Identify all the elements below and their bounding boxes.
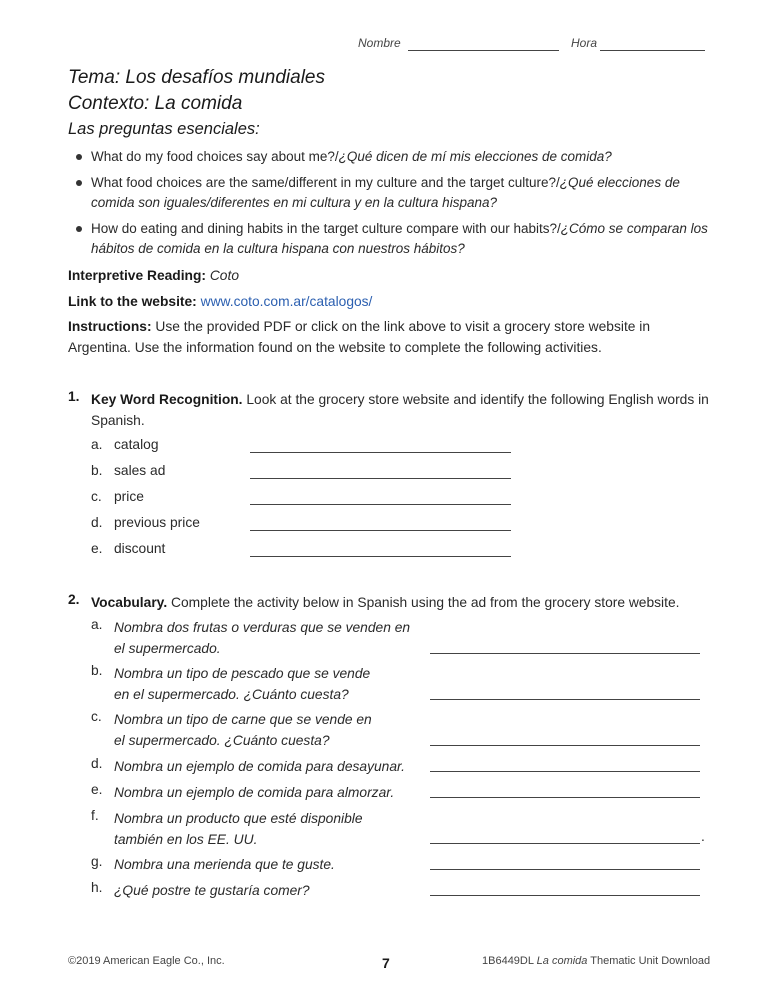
item-prompt: Nombra un tipo de pescado que se vende en el supermercado. ¿Cuánto cuesta? <box>114 666 371 702</box>
context-title: Contexto: La comida <box>68 93 243 114</box>
essential-questions-heading: Las preguntas esenciales: <box>68 120 260 138</box>
item-word: catalog <box>114 437 159 452</box>
answer-line[interactable] <box>430 797 700 798</box>
section-1-prompt: Key Word Recognition. Look at the grocery store website and identify the following English words in Spanish. <box>91 392 709 428</box>
essential-question-3: How do eating and dining habits in the target culture compare with our habits?/¿Cómo se comparan los hábitos de comida en la cultura hispana con nuestros hábitos? <box>91 221 708 256</box>
page-title: Tema: Los desafíos mundiales <box>68 67 326 88</box>
section-2-prompt: Vocabulary. Complete the activity below in Spanish using the ad from the grocery store website. <box>91 595 680 610</box>
item-prompt: Nombra un producto que esté disponible también en los EE. UU. <box>114 811 363 847</box>
answer-line[interactable] <box>430 771 700 772</box>
item-prompt: Nombra una merienda que te guste. <box>114 857 335 872</box>
item-prompt: Nombra dos frutas o verduras que se venden en el supermercado. <box>114 620 411 656</box>
answer-line[interactable] <box>250 504 511 505</box>
interpretive-reading: Interpretive Reading: Coto <box>68 268 239 283</box>
instructions: Instructions: Use the provided PDF or click on the link above to visit a grocery store website in Argentina. Use the information found on the website to complete the following activities. <box>68 319 651 355</box>
item-letter: d. <box>91 515 103 530</box>
footer-unit: 1B6449DL La comida Thematic Unit Download <box>482 955 711 967</box>
essential-question-1: What do my food choices say about me?/¿Qué dicen de mí mis elecciones de comida? <box>91 149 612 164</box>
answer-line[interactable] <box>430 869 700 870</box>
item-letter: c. <box>91 709 102 724</box>
item-prompt: ¿Qué postre te gustaría comer? <box>114 883 310 898</box>
item-prompt: Nombra un ejemplo de comida para almorzar. <box>114 785 395 800</box>
answer-line[interactable] <box>250 530 511 531</box>
bullet-icon <box>76 180 82 186</box>
footer-copyright: ©2019 American Eagle Co., Inc. <box>68 955 225 967</box>
essential-question-2: What food choices are the same/different in my culture and the target culture?/¿Qué elecciones de comida son iguales/diferentes en mi cultura y en la cultura hispana? <box>91 175 680 210</box>
item-prompt: Nombra un tipo de carne que se vende en el supermercado. ¿Cuánto cuesta? <box>114 712 372 748</box>
answer-line[interactable] <box>250 452 511 453</box>
bullet-icon <box>76 226 82 232</box>
name-label: Nombre <box>358 36 401 50</box>
item-letter: c. <box>91 489 102 504</box>
item-letter: f. <box>91 808 99 823</box>
item-letter: a. <box>91 617 103 632</box>
item-letter: e. <box>91 541 103 556</box>
item-letter: b. <box>91 663 103 678</box>
item-word: previous price <box>114 515 200 530</box>
answer-line[interactable] <box>430 843 700 844</box>
answer-line[interactable] <box>430 699 700 700</box>
page-number: 7 <box>382 955 390 971</box>
answer-line[interactable] <box>430 895 700 896</box>
bullet-icon <box>76 154 82 160</box>
section-1-number: 1. <box>68 389 80 404</box>
item-letter: h. <box>91 880 103 895</box>
hora-field[interactable] <box>600 50 705 51</box>
answer-line[interactable] <box>430 745 700 746</box>
item-word: sales ad <box>114 463 166 478</box>
item-letter: a. <box>91 437 103 452</box>
trailing-period: . <box>701 829 705 844</box>
answer-line[interactable] <box>250 478 511 479</box>
item-word: price <box>114 489 144 504</box>
website-link-row: Link to the website: www.coto.com.ar/catalogos/ <box>68 294 373 309</box>
item-letter: e. <box>91 782 103 797</box>
answer-line[interactable] <box>250 556 511 557</box>
website-link[interactable]: www.coto.com.ar/catalogos/ <box>200 294 373 309</box>
item-prompt: Nombra un ejemplo de comida para desayunar. <box>114 759 405 774</box>
item-word: discount <box>114 541 166 556</box>
name-field[interactable] <box>408 50 559 51</box>
item-letter: g. <box>91 854 103 869</box>
hora-label: Hora <box>571 36 598 50</box>
item-letter: b. <box>91 463 103 478</box>
answer-line[interactable] <box>430 653 700 654</box>
section-2-number: 2. <box>68 592 80 607</box>
item-letter: d. <box>91 756 103 771</box>
